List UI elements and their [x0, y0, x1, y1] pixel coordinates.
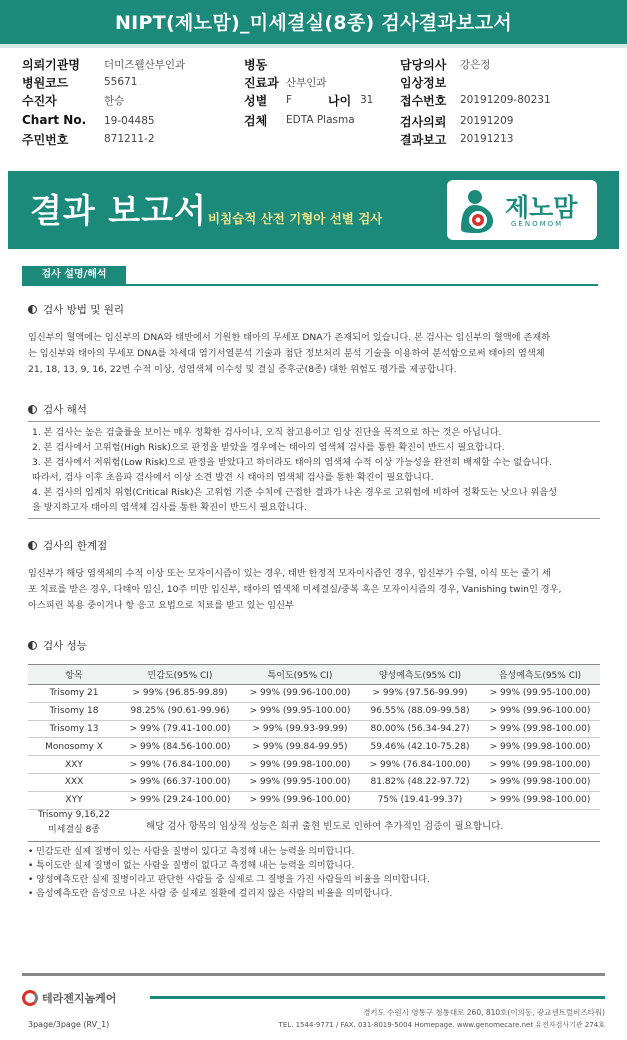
interpretation-heading: 검사 해석: [28, 402, 87, 417]
method-line: 임신부의 혈액에는 임신부의 DNA와 태반에서 기원한 태아의 무세포 DNA가 존재되어 있습니다. 본 검사는 임신부의 혈액에 존재하: [28, 332, 551, 343]
label-resident-no: 주민번호: [22, 133, 69, 147]
value-age: 31: [360, 94, 374, 106]
half-circle-bullet-icon: [28, 641, 37, 650]
table-cell: > 99% (29.24-100.00): [120, 791, 240, 809]
section-divider: [22, 284, 598, 286]
label-chart-no: Chart No.: [22, 113, 87, 127]
table-cell: XXY: [28, 756, 120, 774]
value-specimen: EDTA Plasma: [286, 114, 355, 126]
table-cell: Trisomy 18: [28, 702, 120, 720]
table-cell: XYY: [28, 791, 120, 809]
limits-heading: 검사의 한계점: [28, 538, 107, 553]
column-header: 양성예측도(95% CI): [360, 665, 480, 685]
label-doctor: 담당의사: [400, 58, 447, 72]
table-cell: 81.82% (48.22-97.72): [360, 773, 480, 791]
table-header-row: [28, 665, 600, 685]
table-cell: > 99% (99.96-100.00): [240, 791, 360, 809]
performance-table: [28, 664, 600, 810]
limits-line: 포 치료를 받은 경우, 다태아 임신, 10주 미만 임신부, 태아의 염색체 미세결실/중복 혹은 모자이시즘의 경우, Vanishing twin인 경우,: [28, 584, 562, 595]
table-cell: 80.00% (56.34-94.27): [360, 720, 480, 738]
table-cell: > 99% (99.96-100.00): [480, 702, 600, 720]
label-clinical-info: 임상정보: [400, 76, 447, 90]
column-header: 음성예측도(95% CI): [480, 665, 600, 685]
company-g-icon: [22, 990, 38, 1006]
value-hospital-code: 55671: [104, 76, 138, 88]
method-text: [28, 330, 600, 378]
limits-line: 아스피린 복용 중이거나 항 응고 요법으로 치료를 받고 있는 임신부: [28, 600, 294, 611]
value-chart-no: 19-04485: [104, 115, 155, 127]
table-cell: > 99% (99.93-99.99): [240, 720, 360, 738]
footer-divider: [22, 973, 605, 976]
table-cell: > 99% (99.95-100.00): [240, 702, 360, 720]
label-department: 진료과: [244, 76, 279, 90]
table-cell: XXX: [28, 773, 120, 791]
column-header: 항목: [28, 665, 120, 685]
definitions-list: [28, 845, 600, 901]
half-circle-bullet-icon: [28, 541, 37, 550]
table-cell: > 99% (99.98-100.00): [480, 720, 600, 738]
interpretation-list: [28, 421, 600, 519]
interpretation-item: 4. 본 검사의 임계치 위험(Critical Risk)은 고위험 기준 수치에 근접한 결과가 나온 경우로 고위험에 비하여 정확도는 낮으나 위음성: [32, 487, 558, 498]
table-row: [28, 756, 600, 774]
footer-contact: TEL. 1544-9771 / FAX. 031-8019-5004 Homepage. www.genomecare.net 유전자검사기관 274호: [278, 1021, 605, 1029]
table-cell: Trisomy 13: [28, 720, 120, 738]
value-receipt-no: 20191209-80231: [460, 94, 551, 106]
interpretation-item: 을 방지하고자 태아의 염색체 검사를 통한 확진이 반드시 필요합니다.: [32, 502, 307, 513]
table-cell: > 99% (99.95-100.00): [240, 773, 360, 791]
performance-heading: 검사 성능: [28, 638, 87, 653]
table-row: [28, 685, 600, 703]
value-institution: 더미즈웰산부인과: [104, 59, 186, 71]
report-title: NIPT(제노맘)_미세결실(8종) 검사결과보고서: [114, 12, 513, 34]
extra-row-categories: [28, 808, 120, 838]
table-cell: > 99% (99.84-99.95): [240, 738, 360, 756]
label-ward: 병동: [244, 58, 268, 72]
table-cell: > 99% (96.85-99.89): [120, 685, 240, 703]
page-number: 3page/3page (RV_1): [28, 1020, 110, 1029]
company-logo: 테라젠지놈케어: [22, 990, 116, 1006]
table-row: [28, 702, 600, 720]
interpretation-item: 2. 본 검사에서 고위험(High Risk)으로 판정을 받았을 경우에는 태아의 염색체 검사를 통한 확진이 반드시 필요합니다.: [32, 442, 505, 453]
value-request-date: 20191209: [460, 115, 514, 127]
genomom-logo: [447, 180, 597, 240]
extra-category: Trisomy 9,16,22: [38, 810, 110, 820]
table-row: [28, 720, 600, 738]
half-circle-bullet-icon: [28, 405, 37, 414]
method-heading: 검사 방법 및 원리: [28, 302, 124, 317]
definition-item: • 특이도란 실제 질병이 없는 사람을 질병이 없다고 측정해 내는 능력을 의미합니다.: [28, 861, 355, 871]
table-row: [28, 738, 600, 756]
table-cell: > 99% (99.98-100.00): [240, 756, 360, 774]
mother-baby-icon: [453, 185, 503, 235]
table-cell: > 99% (66.37-100.00): [120, 773, 240, 791]
table-row: [28, 791, 600, 809]
value-department: 산부인과: [286, 77, 327, 89]
table-cell: > 99% (99.98-100.00): [480, 756, 600, 774]
limits-text: [28, 566, 600, 614]
column-header: 특이도(95% CI): [240, 665, 360, 685]
table-cell: 96.55% (88.09-99.58): [360, 702, 480, 720]
table-cell: > 99% (76.84-100.00): [360, 756, 480, 774]
logo-subtext: GENOMOM: [511, 220, 564, 228]
value-resident-no: 871211-2: [104, 133, 155, 145]
definition-item: • 음성예측도란 음성으로 나온 사람 중 실제로 질환에 걸리지 않은 사람의 비율을 의미합니다.: [28, 889, 393, 899]
half-circle-bullet-icon: [28, 305, 37, 314]
label-sex: 성별: [244, 94, 268, 108]
banner-title: 결과 보고서: [30, 191, 207, 230]
table-cell: > 99% (99.96-100.00): [240, 685, 360, 703]
footer-address: 경기도 수원시 영통구 청통대로 260, 810호(이의동, 광교센트럴비즈타워): [363, 1008, 605, 1017]
definition-item: • 양성예측도란 실제 질병이라고 판단한 사람들 중 실제로 그 질병을 가진 사람들의 비율을 의미합니다.: [28, 875, 430, 885]
label-receipt-no: 접수번호: [400, 94, 447, 108]
label-request-date: 검사의뢰: [400, 115, 447, 129]
table-cell: > 99% (79.41-100.00): [120, 720, 240, 738]
table-extra-row: [28, 808, 600, 842]
table-cell: > 99% (76.84-100.00): [120, 756, 240, 774]
value-sex: F: [286, 94, 293, 106]
label-hospital-code: 병원코드: [22, 76, 69, 90]
table-cell: > 99% (84.56-100.00): [120, 738, 240, 756]
extra-row-note: 해당 검사 항목의 임상적 성능은 희귀 출현 빈도로 인하여 추가적인 검증이 필요합니다.: [146, 821, 504, 832]
column-header: 민감도(95% CI): [120, 665, 240, 685]
label-institution: 의뢰기관명: [22, 58, 80, 72]
table-cell: > 99% (99.98-100.00): [480, 791, 600, 809]
value-report-date: 20191213: [460, 133, 514, 145]
logo-text: 제노맘: [505, 193, 578, 222]
label-patient: 수진자: [22, 94, 57, 108]
method-line: 는 임신부와 태아의 무세포 DNA를 차세대 염기서열분석 기술과 첨단 정보처리 분석 기술을 이용하여 분석함으로써 태아의 염색체: [28, 348, 545, 359]
table-cell: 59.46% (42.10-75.28): [360, 738, 480, 756]
interpretation-item: 3. 본 검사에서 저위험(Low Risk)으로 판정을 받았다고 하더라도 태아의 염색체 수적 이상 가능성을 완전히 배제할 수는 없습니다.: [32, 457, 552, 468]
method-line: 21, 18, 13, 9, 16, 22번 수적 이상, 성염색체 이수성 및 결실 증후군(8종) 대한 위험도 평가를 제공합니다.: [28, 364, 457, 375]
report-header: [0, 0, 627, 48]
interpretation-item: 1. 본 검사는 높은 검출률을 보이는 매우 정확한 검사이나, 오직 참고용이고 임상 진단을 목적으로 하는 것은 아닙니다.: [32, 427, 502, 438]
table-cell: > 99% (99.95-100.00): [480, 685, 600, 703]
table-row: [28, 773, 600, 791]
table-cell: > 99% (99.98-100.00): [480, 773, 600, 791]
report-banner: [8, 171, 619, 249]
table-cell: Monosomy X: [28, 738, 120, 756]
section-tab: 검사 설명/해석: [22, 266, 126, 284]
table-cell: Trisomy 21: [28, 685, 120, 703]
footer-accent-line: [150, 996, 605, 999]
value-doctor: 강은정: [460, 59, 491, 71]
limits-line: 임신부가 해당 염색체의 수적 이상 또는 모자이시즘이 있는 경우, 태반 한정적 모자이시즘인 경우, 임신부가 수혈, 이식 또는 줄기 세: [28, 568, 551, 579]
extra-category: 미세결실 8종: [47, 825, 101, 835]
interpretation-item: 따라서, 검사 이후 초음파 검사에서 이상 소견 발견 시 태아의 염색체 검사를 통한 확진이 필요합니다.: [32, 472, 434, 483]
label-age: 나이: [328, 94, 352, 108]
value-patient: 한승: [104, 95, 125, 107]
definition-item: • 민감도란 실제 질병이 있는 사람을 질병이 있다고 측정해 내는 능력을 의미합니다.: [28, 847, 355, 857]
table-cell: 75% (19.41-99.37): [360, 791, 480, 809]
label-report-date: 결과보고: [400, 133, 447, 147]
table-cell: > 99% (99.98-100.00): [480, 738, 600, 756]
table-cell: > 99% (97.56-99.99): [360, 685, 480, 703]
banner-subtitle: 비침습적 산전 기형아 선별 검사: [208, 211, 383, 226]
label-specimen: 검체: [244, 114, 268, 128]
table-cell: 98.25% (90.61-99.96): [120, 702, 240, 720]
